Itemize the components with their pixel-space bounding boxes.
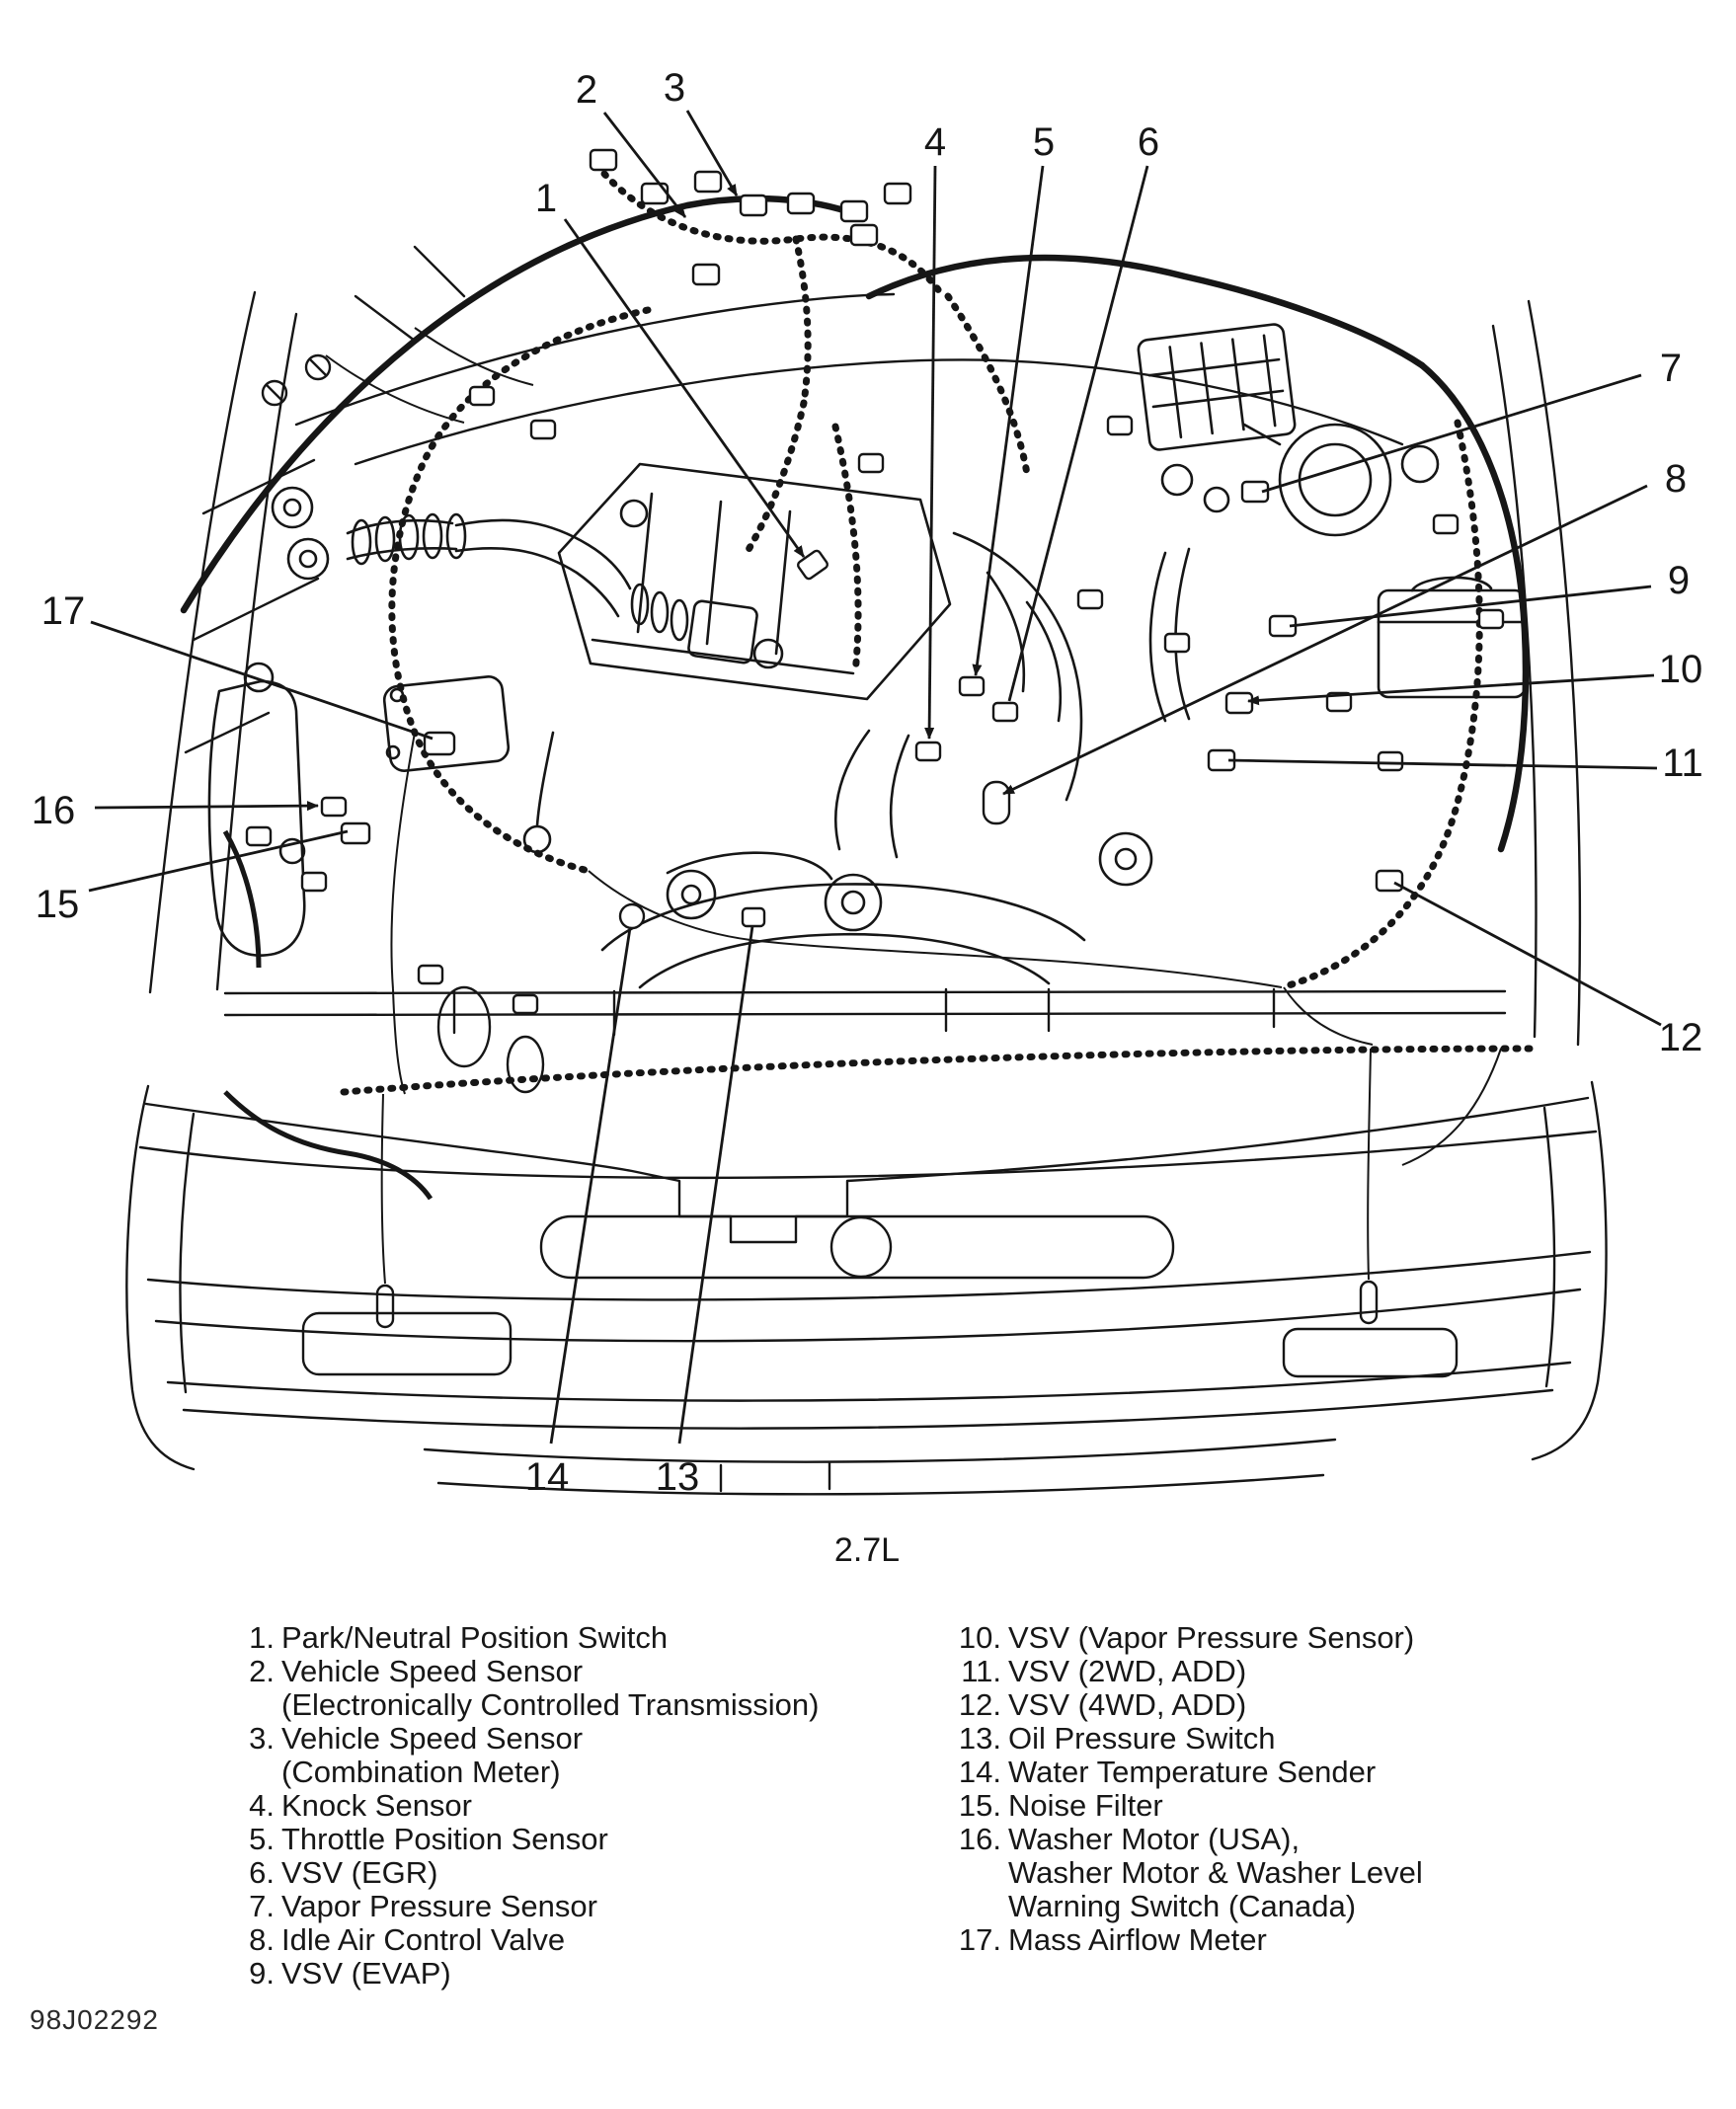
- legend-item-text: Mass Airflow Meter: [1008, 1922, 1267, 1957]
- callout-5: 5: [1032, 120, 1056, 164]
- legend-item: [958, 1823, 1570, 1856]
- callout-16: 16: [31, 789, 76, 832]
- legend-item-number: 3.: [249, 1721, 275, 1756]
- legend-item-text: (Combination Meter): [281, 1755, 561, 1789]
- legend-item-number: 1.: [249, 1620, 275, 1655]
- callout-10: 10: [1658, 648, 1703, 691]
- legend-item-number: [245, 1756, 275, 1789]
- legend-item-number: 4.: [249, 1788, 275, 1823]
- legend-item: [958, 1655, 1570, 1688]
- legend-item-number: [958, 1890, 1001, 1923]
- legend-item-text: Throttle Position Sensor: [281, 1822, 608, 1856]
- leader-9: [1290, 586, 1651, 626]
- legend-item-number: 13.: [958, 1721, 1001, 1756]
- legend-item-text: Park/Neutral Position Switch: [281, 1620, 669, 1655]
- legend-left-column: [245, 1621, 897, 1991]
- engine-assembly: [209, 323, 1525, 987]
- callout-2: 2: [575, 68, 598, 112]
- legend-item-number: 11.: [961, 1654, 1001, 1688]
- legend-item: [245, 1621, 897, 1655]
- leader-17: [91, 622, 433, 739]
- callout-8: 8: [1664, 457, 1688, 501]
- callout-12: 12: [1658, 1016, 1703, 1059]
- legend-item: [958, 1688, 1570, 1722]
- callout-7: 7: [1659, 347, 1683, 390]
- legend-item-number: 6.: [249, 1855, 275, 1890]
- legend-item-number: 16.: [958, 1822, 1001, 1856]
- legend-item-number: 17.: [958, 1922, 1001, 1957]
- legend-item-text: Washer Motor (USA),: [1008, 1822, 1301, 1856]
- legend-item-number: 8.: [249, 1922, 275, 1957]
- legend-item-text: VSV (EVAP): [281, 1956, 451, 1991]
- legend-item-number: [958, 1856, 1001, 1890]
- legend-item: [245, 1856, 897, 1890]
- legend-item-text: Idle Air Control Valve: [281, 1922, 566, 1957]
- leader-16: [95, 806, 318, 808]
- legend-item: [958, 1756, 1570, 1789]
- legend-item: [245, 1655, 897, 1688]
- legend-item-number: 14.: [958, 1755, 1001, 1789]
- legend-item: [245, 1688, 897, 1722]
- legend-item-text: Vehicle Speed Sensor: [281, 1654, 584, 1688]
- leader-12: [1394, 883, 1661, 1025]
- legend-item-number: 2.: [249, 1654, 275, 1688]
- legend-item: [245, 1890, 897, 1923]
- figure-code: 98J02292: [30, 2004, 160, 2035]
- callout-13: 13: [655, 1455, 700, 1499]
- legend-item-text: VSV (2WD, ADD): [1008, 1654, 1247, 1688]
- legend-item: [958, 1789, 1570, 1823]
- callout-14: 14: [524, 1455, 570, 1499]
- legend-item-text: (Electronically Controlled Transmission): [281, 1687, 820, 1722]
- legend-item-number: 9.: [249, 1956, 275, 1991]
- legend-right-column: [958, 1621, 1570, 1957]
- callout-4: 4: [923, 120, 947, 164]
- leader-8: [1003, 486, 1647, 794]
- legend-item-text: Vapor Pressure Sensor: [281, 1889, 597, 1923]
- wiring-harness: [225, 174, 1537, 1284]
- legend-item: [958, 1890, 1570, 1923]
- callout-numbers: [32, 66, 1703, 1499]
- legend-item: [958, 1722, 1570, 1756]
- legend-item: [245, 1789, 897, 1823]
- legend-item-text: VSV (EGR): [281, 1855, 438, 1890]
- legend-item-number: 5.: [249, 1822, 275, 1856]
- legend-item-number: [245, 1688, 275, 1722]
- legend-item-text: Knock Sensor: [281, 1788, 472, 1823]
- legend-item: [958, 1856, 1570, 1890]
- engine-size-label: 2.7L: [833, 1531, 901, 1569]
- vehicle-outline: [126, 198, 1606, 1494]
- callout-17: 17: [40, 589, 86, 633]
- callout-6: 6: [1137, 120, 1160, 164]
- legend-item: [245, 1923, 897, 1957]
- legend-item: [245, 1722, 897, 1756]
- legend-item-text: Oil Pressure Switch: [1008, 1721, 1276, 1756]
- leader-5: [976, 166, 1043, 675]
- leader-13: [679, 926, 752, 1444]
- callout-1: 1: [534, 177, 558, 220]
- legend-item-text: Vehicle Speed Sensor: [281, 1721, 584, 1756]
- legend-item: [958, 1923, 1570, 1957]
- legend-item-text: Noise Filter: [1008, 1788, 1163, 1823]
- callout-9: 9: [1667, 559, 1691, 602]
- legend-item: [245, 1756, 897, 1789]
- leader-4: [929, 166, 935, 739]
- legend-item: [245, 1957, 897, 1991]
- legend-item-text: VSV (Vapor Pressure Sensor): [1008, 1620, 1415, 1655]
- callout-15: 15: [35, 883, 80, 926]
- leader-11: [1228, 760, 1657, 768]
- callout-3: 3: [663, 66, 686, 110]
- legend-item-number: 15.: [958, 1788, 1001, 1823]
- callout-11: 11: [1662, 742, 1703, 785]
- legend-item: [245, 1823, 897, 1856]
- legend-item-text: Warning Switch (Canada): [1008, 1889, 1357, 1923]
- legend-item-text: Washer Motor & Washer Level: [1008, 1855, 1423, 1890]
- legend-item-text: Water Temperature Sender: [1008, 1755, 1377, 1789]
- legend-item-number: 10.: [958, 1620, 1001, 1655]
- legend-item: [958, 1621, 1570, 1655]
- legend-item-text: VSV (4WD, ADD): [1008, 1687, 1247, 1722]
- leader-14: [551, 928, 630, 1444]
- legend-item-number: 12.: [958, 1687, 1001, 1722]
- legend-item-number: 7.: [249, 1889, 275, 1923]
